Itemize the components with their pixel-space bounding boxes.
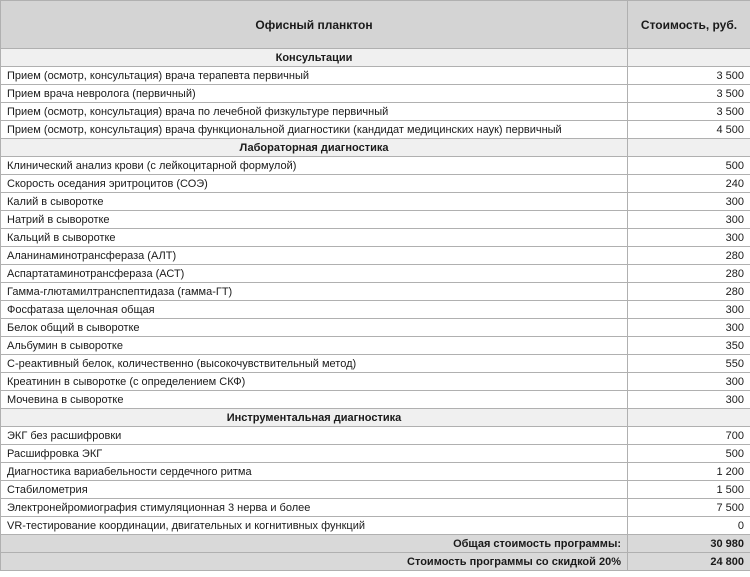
section-title: Инструментальная диагностика	[1, 409, 628, 427]
service-price: 300	[628, 193, 750, 211]
service-price: 1 500	[628, 481, 750, 499]
section-price-spacer	[628, 139, 750, 157]
table-row	[1, 211, 750, 229]
table-row	[1, 337, 750, 355]
service-price: 3 500	[628, 103, 750, 121]
table-header-row	[1, 1, 750, 49]
section-price-spacer	[628, 409, 750, 427]
column-header-price: Стоимость, руб.	[628, 1, 750, 49]
service-price: 700	[628, 427, 750, 445]
service-name: Калий в сыворотке	[1, 193, 628, 211]
service-price: 3 500	[628, 67, 750, 85]
table-row	[1, 265, 750, 283]
table-row	[1, 319, 750, 337]
total-row	[1, 535, 750, 553]
service-name: Креатинин в сыворотке (с определением СКФ)	[1, 373, 628, 391]
table-row	[1, 157, 750, 175]
section-price-spacer	[628, 49, 750, 67]
table-row	[1, 301, 750, 319]
service-price: 300	[628, 301, 750, 319]
table-row	[1, 391, 750, 409]
service-name: Диагностика вариабельности сердечного ритма	[1, 463, 628, 481]
service-price: 300	[628, 373, 750, 391]
service-name: Скорость оседания эритроцитов (СОЭ)	[1, 175, 628, 193]
service-price: 280	[628, 247, 750, 265]
column-header-name: Офисный планктон	[1, 1, 628, 49]
service-name: Мочевина в сыворотке	[1, 391, 628, 409]
total-label: Стоимость программы со скидкой 20%	[1, 553, 628, 571]
table-row	[1, 229, 750, 247]
table-row	[1, 283, 750, 301]
service-price: 350	[628, 337, 750, 355]
service-price: 1 200	[628, 463, 750, 481]
service-name: Клинический анализ крови (с лейкоцитарной формулой)	[1, 157, 628, 175]
service-price: 3 500	[628, 85, 750, 103]
service-price: 550	[628, 355, 750, 373]
service-price: 7 500	[628, 499, 750, 517]
section-title: Лабораторная диагностика	[1, 139, 628, 157]
service-price: 300	[628, 211, 750, 229]
service-name: Белок общий в сыворотке	[1, 319, 628, 337]
section-header-row	[1, 139, 750, 157]
service-price: 280	[628, 265, 750, 283]
table-row	[1, 121, 750, 139]
service-name: VR-тестирование координации, двигательных и когнитивных функций	[1, 517, 628, 535]
table-row	[1, 103, 750, 121]
table-row	[1, 517, 750, 535]
service-name: Фосфатаза щелочная общая	[1, 301, 628, 319]
service-name: Электронейромиография стимуляционная 3 нерва и более	[1, 499, 628, 517]
section-title: Консультации	[1, 49, 628, 67]
table-row	[1, 193, 750, 211]
table-row	[1, 499, 750, 517]
table-body	[1, 49, 750, 571]
service-name: Кальций в сыворотке	[1, 229, 628, 247]
service-name: ЭКГ без расшифровки	[1, 427, 628, 445]
service-price: 300	[628, 319, 750, 337]
service-name: Прием (осмотр, консультация) врача функциональной диагностики (кандидат медицинских наук) первичный	[1, 121, 628, 139]
service-price: 300	[628, 391, 750, 409]
service-price: 500	[628, 445, 750, 463]
table-row	[1, 175, 750, 193]
service-name: Аланинаминотрансфераза (АЛТ)	[1, 247, 628, 265]
total-label: Общая стоимость программы:	[1, 535, 628, 553]
total-value: 30 980	[628, 535, 750, 553]
table-row	[1, 481, 750, 499]
section-header-row	[1, 49, 750, 67]
service-price: 280	[628, 283, 750, 301]
service-name: Прием (осмотр, консультация) врача терапевта первичный	[1, 67, 628, 85]
table-row	[1, 67, 750, 85]
service-name: Прием врача невролога (первичный)	[1, 85, 628, 103]
service-name: С-реактивный белок, количественно (высокочувствительный метод)	[1, 355, 628, 373]
table-row	[1, 247, 750, 265]
service-price: 0	[628, 517, 750, 535]
table-row	[1, 445, 750, 463]
service-name: Стабилометрия	[1, 481, 628, 499]
table-row	[1, 373, 750, 391]
service-price: 4 500	[628, 121, 750, 139]
service-name: Расшифровка ЭКГ	[1, 445, 628, 463]
service-name: Прием (осмотр, консультация) врача по лечебной физкультуре первичный	[1, 103, 628, 121]
service-price: 300	[628, 229, 750, 247]
total-value: 24 800	[628, 553, 750, 571]
service-price: 240	[628, 175, 750, 193]
table-head	[1, 1, 750, 49]
service-name: Аспартатаминотрансфераза (АСТ)	[1, 265, 628, 283]
section-header-row	[1, 409, 750, 427]
table-row	[1, 427, 750, 445]
table-row	[1, 463, 750, 481]
table-row	[1, 355, 750, 373]
service-name: Альбумин в сыворотке	[1, 337, 628, 355]
service-name: Натрий в сыворотке	[1, 211, 628, 229]
service-price: 500	[628, 157, 750, 175]
total-row	[1, 553, 750, 571]
table-row	[1, 85, 750, 103]
service-name: Гамма-глютамилтранспептидаза (гамма-ГТ)	[1, 283, 628, 301]
